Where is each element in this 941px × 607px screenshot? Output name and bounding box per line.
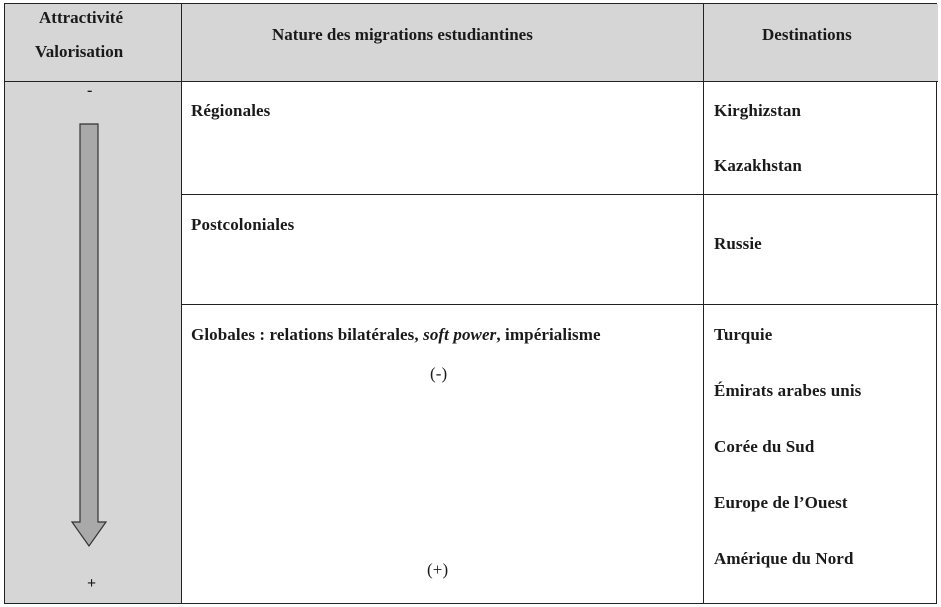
plus-sign: + <box>87 575 97 592</box>
destination-item: Turquie <box>714 325 773 344</box>
header-valorisation: Valorisation <box>35 42 124 61</box>
header-divider <box>5 81 938 82</box>
nature-regionales: Régionales <box>191 101 271 120</box>
destination-item: Russie <box>714 234 762 253</box>
destination-item: Amérique du Nord <box>714 549 854 568</box>
destination-item: Europe de l’Ouest <box>714 493 848 512</box>
row-divider <box>181 304 938 305</box>
minus-sign: - <box>87 82 93 99</box>
header-destinations: Destinations <box>762 25 852 44</box>
destination-item: Kazakhstan <box>714 156 802 175</box>
scale-minus: (-) <box>430 364 448 383</box>
destination-item: Émirats arabes unis <box>714 381 862 400</box>
header-nature: Nature des migrations estudiantines <box>272 25 533 44</box>
header-attractivite: Attractivité <box>39 8 124 27</box>
down-arrow-icon <box>69 122 109 550</box>
destination-item: Corée du Sud <box>714 437 815 456</box>
row-divider <box>181 194 938 195</box>
migration-table <box>4 3 937 604</box>
nature-postcoloniales: Postcoloniales <box>191 215 295 234</box>
nature-globales: Globales : relations bilatérales, soft power, impérialisme <box>191 325 601 344</box>
scale-plus: (+) <box>427 560 449 579</box>
destination-item: Kirghizstan <box>714 101 802 120</box>
